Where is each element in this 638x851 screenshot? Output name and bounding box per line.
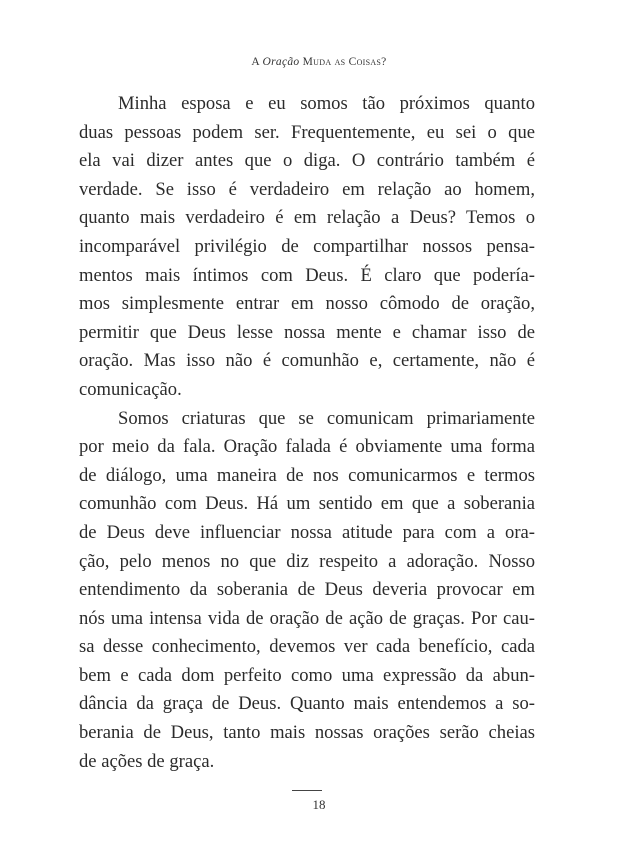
text-line: mentos mais íntimos com Deus. É claro que podería-	[79, 264, 535, 286]
text-line: entendimento da soberania de Deus deveria provocar em	[79, 579, 535, 601]
text-line: de Deus deve influenciar nossa atitude para com a ora-	[79, 521, 535, 543]
page-number: 18	[312, 797, 326, 812]
body-text	[79, 90, 535, 776]
running-header-suffix: Muda as Coisas?	[299, 56, 387, 68]
text-line: incomparável privilégio de compartilhar nossos pensa-	[79, 235, 535, 257]
text-line: verdade. Se isso é verdadeiro em relação ao homem,	[79, 178, 535, 200]
footer-rule	[292, 790, 322, 791]
text-line: sa desse conhecimento, devemos ver cada benefício, cada	[79, 636, 535, 658]
text-line: Somos criaturas que se comunicam primariamente	[118, 407, 535, 429]
text-line: comunhão com Deus. Há um sentido em que a soberania	[79, 493, 535, 515]
text-line: dância da graça de Deus. Quanto mais entendemos a so-	[79, 693, 535, 715]
text-line: por meio da fala. Oração falada é obviamente uma forma	[79, 436, 535, 458]
text-line: nós uma intensa vida de oração de ação de graças. Por cau-	[79, 607, 535, 629]
paragraph-1	[79, 90, 535, 405]
text-line: mos simplesmente entrar em nosso cômodo de oração,	[79, 293, 535, 315]
text-line: oração. Mas isso não é comunhão e, certamente, não é	[79, 350, 535, 372]
running-header-emphasis: Oração	[262, 56, 300, 68]
text-line: quanto mais verdadeiro é em relação a Deus? Temos o	[79, 207, 535, 229]
text-line: de diálogo, uma maneira de nos comunicarmos e termos	[79, 464, 535, 486]
text-line: Minha esposa e eu somos tão próximos quanto	[118, 93, 535, 114]
text-line: ção, pelo menos no que diz respeito a adoração. Nosso	[79, 550, 535, 572]
text-line: comunicação.	[79, 378, 182, 400]
text-line: ela vai dizer antes que o diga. O contrário também é	[79, 150, 535, 172]
running-header-prefix: A	[251, 56, 263, 68]
text-line: permitir que Deus lesse nossa mente e chamar isso de	[79, 321, 535, 343]
text-line: berania de Deus, tanto mais nossas orações serão cheias	[79, 722, 535, 744]
running-header	[0, 56, 638, 68]
paragraph-2	[79, 405, 535, 777]
text-line: de ações de graça.	[79, 750, 215, 772]
text-line: duas pessoas podem ser. Frequentemente, eu sei o que	[79, 121, 535, 143]
text-line: bem e cada dom perfeito como uma expressão da abun-	[79, 664, 535, 686]
